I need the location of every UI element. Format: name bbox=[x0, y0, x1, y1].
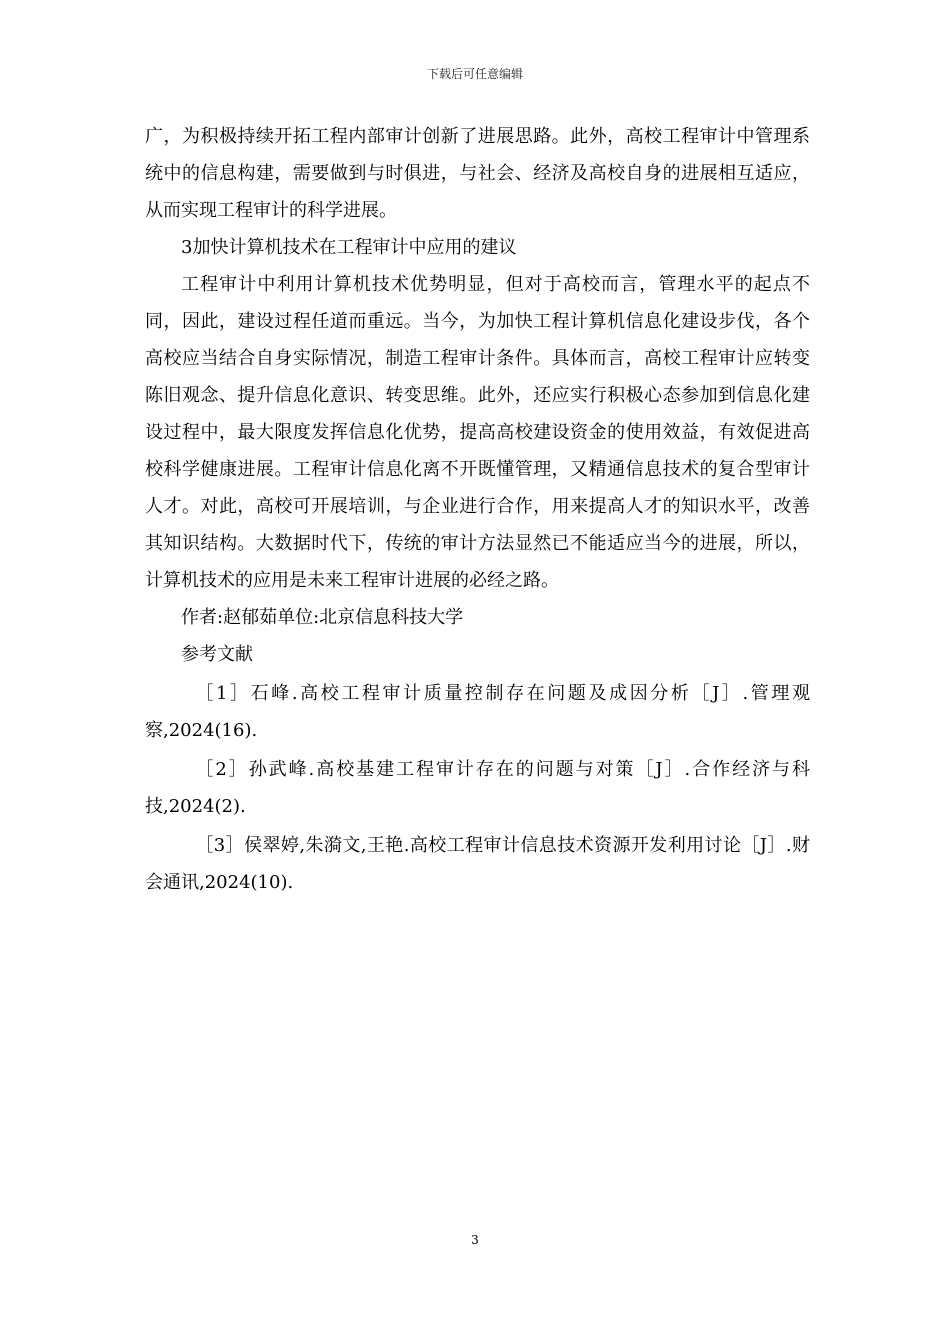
reference-item: ［2］孙武峰.高校基建工程审计存在的问题与对策［J］.合作经济与科技,2024(2). bbox=[145, 759, 810, 817]
references-heading: 参考文献 bbox=[181, 644, 253, 665]
page-header-note: 下载后可任意编辑 bbox=[426, 67, 523, 81]
main-paragraph: 工程审计中利用计算机技术优势明显，但对于高校而言，管理水平的起点不同，因此，建设过程任道而重远。当今，为加快工程计算机信息化建设步伐，各个高校应当结合自身实际情况，制造工程审计条件。具体而言，高校工程审计应转变陈旧观念、提升信息化意识、转变思维。此外，还应实行积极心态参加到信息化建设过程中，最大限度发挥信息化优势，提高高校建设资金的使用效益，有效促进高校科学健康进展。工程审计信息化离不开既懂管理，又精通信息技术的复合型审计人才。对此，高校可开展培训，与企业进行合作，用来提高人才的知识水平，改善其知识结构。大数据时代下，传统的审计方法显然已不能适应当今的进展，所以，计算机技术的应用是未来工程审计进展的必经之路。 bbox=[145, 274, 810, 591]
continuation-paragraph: 广，为积极持续开拓工程内部审计创新了进展思路。此外，高校工程审计中管理系统中的信息构建，需要做到与时俱进，与社会、经济及高校自身的进展相互适应，从而实现工程审计的科学进展。 bbox=[145, 126, 810, 221]
author-line: 作者:赵郁茹单位:北京信息科技大学 bbox=[181, 607, 464, 628]
reference-item: ［3］侯翠婷,朱漪文,王艳.高校工程审计信息技术资源开发利用讨论［J］.财会通讯,2024(10). bbox=[145, 835, 810, 893]
reference-item: ［1］石峰.高校工程审计质量控制存在问题及成因分析［J］.管理观察,2024(16). bbox=[145, 683, 810, 741]
page-number: 3 bbox=[471, 1233, 479, 1247]
section-heading: 3加快计算机技术在工程审计中应用的建议 bbox=[181, 237, 517, 258]
document-body bbox=[145, 118, 810, 901]
